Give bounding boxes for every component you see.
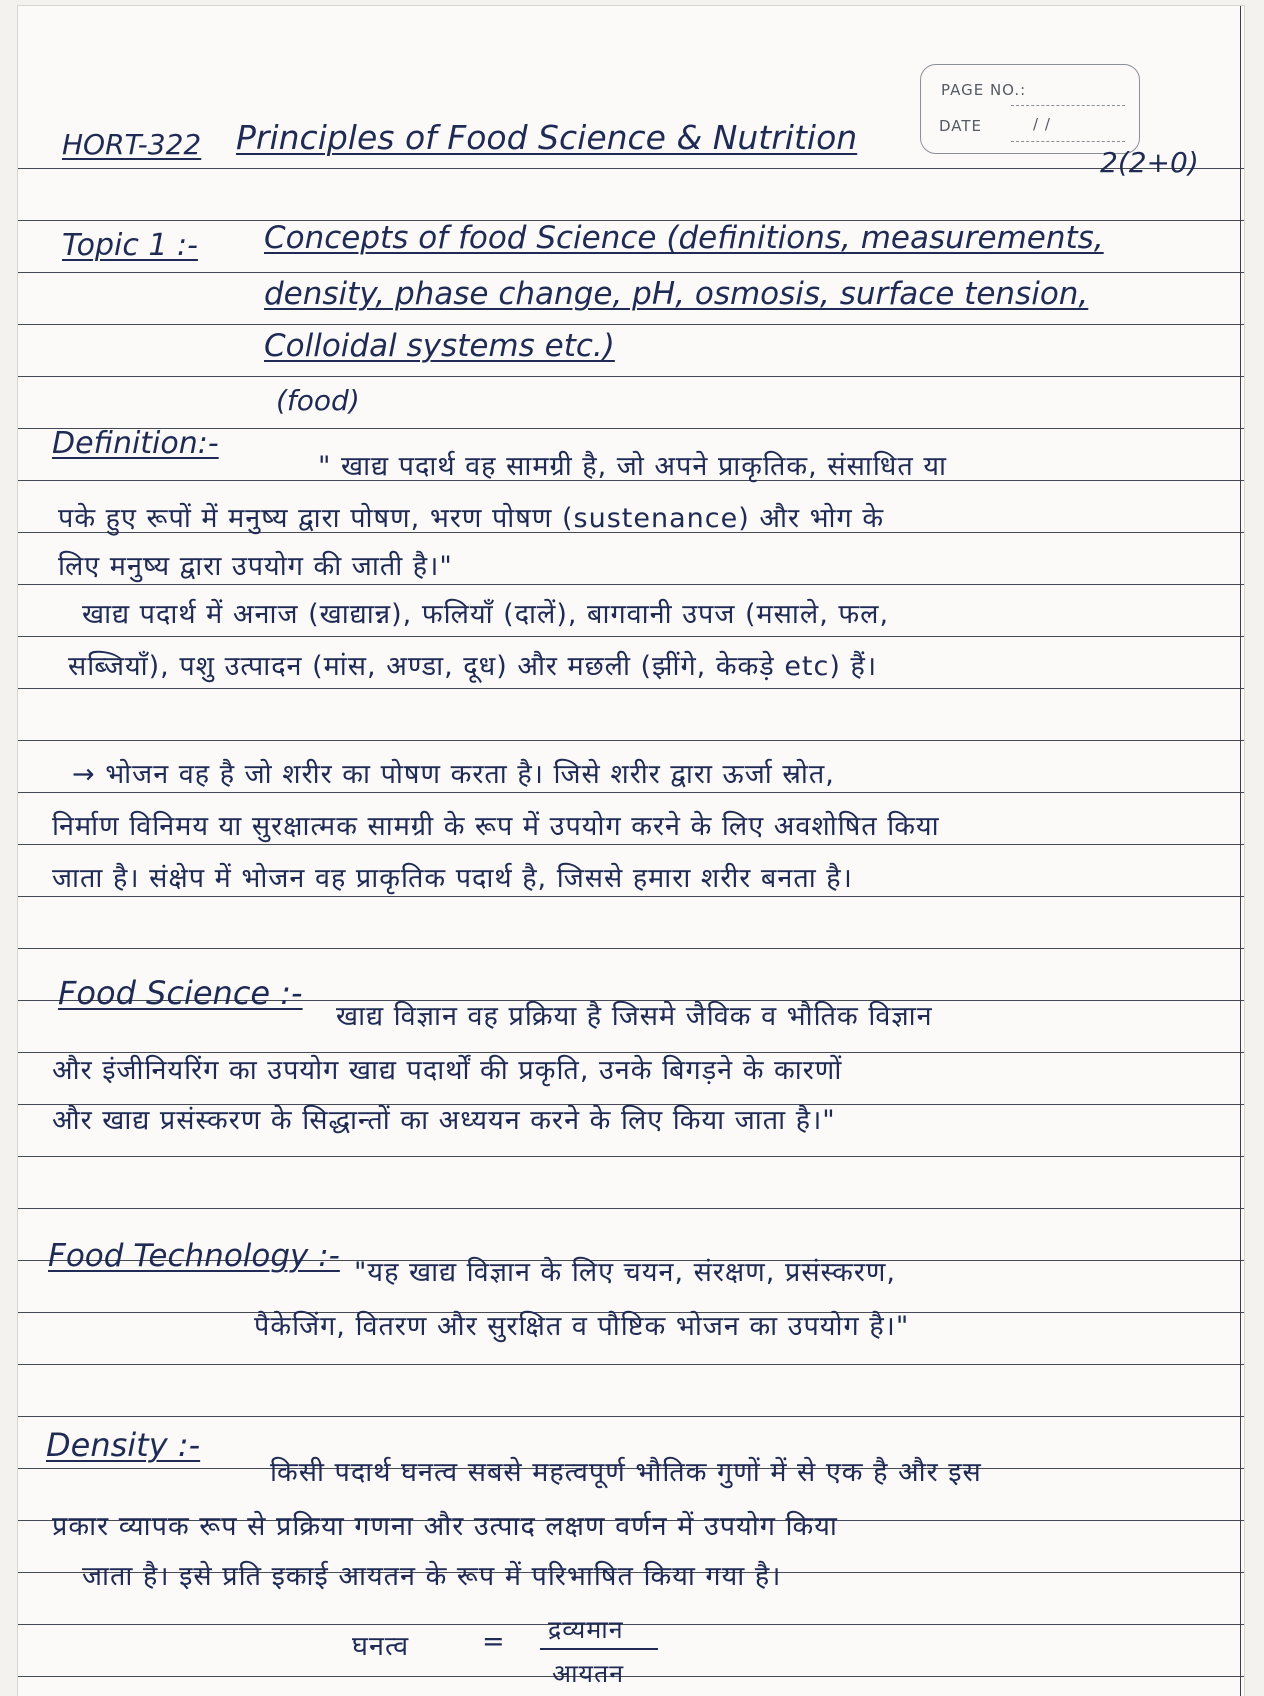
topic-line-1: Concepts of food Science (definitions, measurements,: [264, 220, 1104, 256]
food-para-line-3: जाता है। संक्षेप में भोजन वह प्राकृतिक पदार्थ है, जिससे हमारा शरीर बनता है।: [52, 863, 853, 894]
right-margin-line: [1240, 6, 1241, 1696]
ruled-line: [18, 896, 1244, 897]
ruled-line: [18, 792, 1244, 793]
date-label: DATE: [939, 117, 983, 135]
ruled-line: [18, 1208, 1244, 1209]
ruled-line: [18, 168, 1244, 169]
ruled-line: [18, 844, 1244, 845]
ruled-line: [18, 688, 1244, 689]
formula-fraction-bar: [540, 1648, 658, 1650]
definition-line-1: " खाद्य पदार्थ वह सामग्री है, जो अपने प्राकृतिक, संसाधित या: [318, 451, 948, 482]
page-no-label: PAGE NO.:: [941, 81, 1027, 99]
density-heading: Density :-: [46, 1426, 201, 1464]
food-science-heading: Food Science :-: [58, 974, 303, 1012]
food-science-line-1: खाद्य विज्ञान वह प्रक्रिया है जिसमे जैविक व भौतिक विज्ञान: [336, 1001, 933, 1032]
notebook-page: [18, 6, 1244, 1696]
page-date-box: [920, 64, 1140, 154]
ruled-line: [18, 376, 1244, 377]
ruled-line: [18, 1364, 1244, 1365]
definition-line-3: लिए मनुष्य द्वारा उपयोग की जाती है।": [58, 551, 453, 582]
definition-line-4: खाद्य पदार्थ में अनाज (खाद्यान्न), फलियाँ (दालें), बागवानी उपज (मसाले, फल,: [82, 599, 890, 630]
ruled-line: [18, 324, 1244, 325]
formula-equals: =: [482, 1626, 506, 1657]
course-title: Principles of Food Science & Nutrition: [236, 118, 858, 157]
ruled-line: [18, 272, 1244, 273]
formula-lhs: घनत्व: [352, 1631, 410, 1662]
date-dots: [1011, 141, 1125, 142]
ruled-line: [18, 1676, 1244, 1677]
ruled-line: [18, 636, 1244, 637]
density-line-3: जाता है। इसे प्रति इकाई आयतन के रूप में परिभाषित किया गया है।: [82, 1561, 782, 1592]
formula-denominator: आयतन: [552, 1659, 625, 1688]
date-value: / /: [1033, 115, 1051, 133]
density-line-1: किसी पदार्थ घनत्व सबसे महत्वपूर्ण भौतिक गुणों में से एक है और इस: [270, 1457, 982, 1488]
food-para-line-1: → भोजन वह है जो शरीर का पोषण करता है। जिसे शरीर द्वारा ऊर्जा स्रोत,: [72, 759, 835, 790]
food-science-line-3: और खाद्य प्रसंस्करण के सिद्धान्तों का अध्ययन करने के लिए किया जाता है।": [52, 1105, 836, 1136]
definition-line-2: पके हुए रूपों में मनुष्य द्वारा पोषण, भरण पोषण (sustenance) और भोग के: [58, 503, 885, 534]
food-technology-line-2: पैकेजिंग, वितरण और सुरक्षित व पौष्टिक भोजन का उपयोग है।": [254, 1311, 910, 1342]
topic-line-2: density, phase change, pH, osmosis, surface tension,: [264, 276, 1089, 312]
food-para-line-2: निर्माण विनिमय या सुरक्षात्मक सामग्री के रूप में उपयोग करने के लिए अवशोषित किया: [52, 811, 940, 842]
ruled-line: [18, 740, 1244, 741]
page-no-dots: [1011, 105, 1125, 106]
food-technology-line-1: "यह खाद्य विज्ञान के लिए चयन, संरक्षण, प्रसंस्करण,: [354, 1257, 896, 1288]
topic-line-3: Colloidal systems etc.): [264, 328, 615, 364]
course-code: HORT-322: [62, 128, 202, 161]
ruled-line: [18, 1156, 1244, 1157]
credits: 2(2+0): [1100, 146, 1199, 179]
definition-annotation: (food): [276, 384, 360, 417]
food-technology-heading: Food Technology :-: [48, 1238, 340, 1274]
ruled-line: [18, 1416, 1244, 1417]
topic-label: Topic 1 :-: [62, 228, 198, 263]
ruled-line: [18, 948, 1244, 949]
definition-line-5: सब्जियाँ), पशु उत्पादन (मांस, अण्डा, दूध) और मछली (झींगे, केकड़े etc) हैं।: [68, 651, 878, 682]
ruled-line: [18, 584, 1244, 585]
formula-numerator: द्रव्यमान: [548, 1615, 624, 1644]
density-line-2: प्रकार व्यापक रूप से प्रक्रिया गणना और उत्पाद लक्षण वर्णन में उपयोग किया: [52, 1511, 838, 1542]
ruled-line: [18, 1624, 1244, 1625]
food-science-line-2: और इंजीनियरिंग का उपयोग खाद्य पदार्थों की प्रकृति, उनके बिगड़ने के कारणों: [52, 1055, 843, 1086]
definition-heading: Definition:-: [52, 426, 219, 461]
